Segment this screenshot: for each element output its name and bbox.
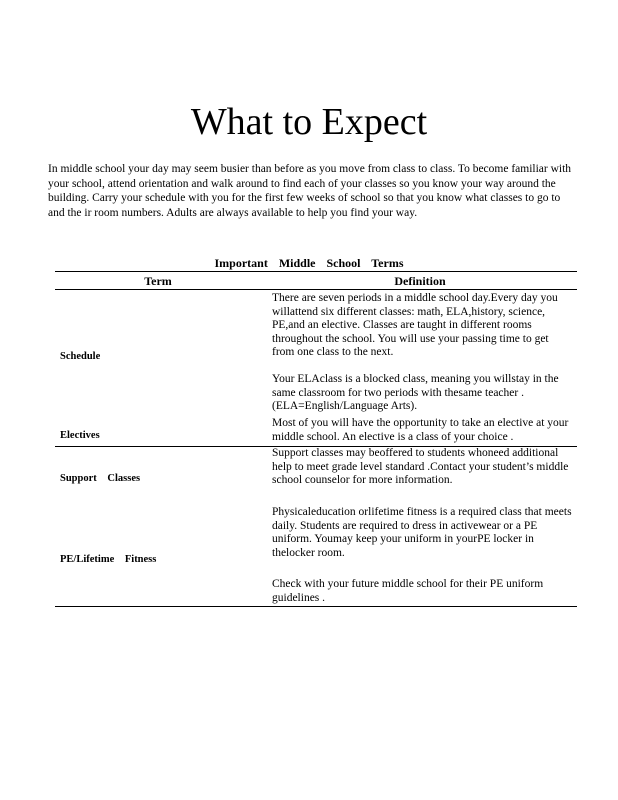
definition-schedule-ela: Your ELAclass is a blocked class, meaning you willstay in the same classroom for two periods with thesame teacher . (ELA=English/Language Arts).: [272, 373, 559, 412]
term-support-classes: Support Classes: [60, 473, 141, 484]
header-definition: Definition: [394, 274, 446, 288]
definition-schedule: There are seven periods in a middle school day.Every day you willattend six different classes: math, ELA,history, science, PE,and an elective. Classes are taught in different rooms throughout the school. You will use your passing time to get from one class to the next.: [272, 292, 558, 358]
definition-pe-lifetime-fitness: Physicaleducation orlifetime fitness is a required class that meets daily. Students are required to dress in activewear or a PE uniform. Youmay keep your uniform in yourPE locker in thelocker room.: [272, 506, 572, 559]
definition-pe-uniform: Check with your future middle school for their PE uniform guidelines .: [272, 578, 544, 604]
term-pe-lifetime-fitness: PE/Lifetime Fitness: [60, 554, 157, 565]
term-electives: Electives: [60, 430, 100, 441]
table-bottom-rule: [55, 606, 577, 607]
header-term: Term: [144, 274, 172, 288]
definition-electives: Most of you will have the opportunity to take an elective at your middle school. An elective is a class of your choice .: [272, 417, 569, 443]
intro-paragraph: In middle school your day may seem busier than before as you move from class to class. To become familiar with your school, attend orientation and walk around to find each of your classes so you know your way around the building. Carry your schedule with you for the first few weeks of school so that you know what classes to go to and the ir room numbers. Adults are always available to help you find your way.: [48, 163, 572, 219]
table-caption: Important Middle School Terms: [214, 256, 404, 270]
table-top-rule: [55, 271, 577, 272]
term-schedule: Schedule: [60, 351, 101, 362]
page-title: What to Expect: [190, 101, 428, 143]
header-rule: [55, 289, 577, 290]
definition-support-classes: Support classes may beoffered to students whoneed additional help to meet grade level standard .Contact your student’s middle school counselor for more information.: [272, 447, 569, 486]
